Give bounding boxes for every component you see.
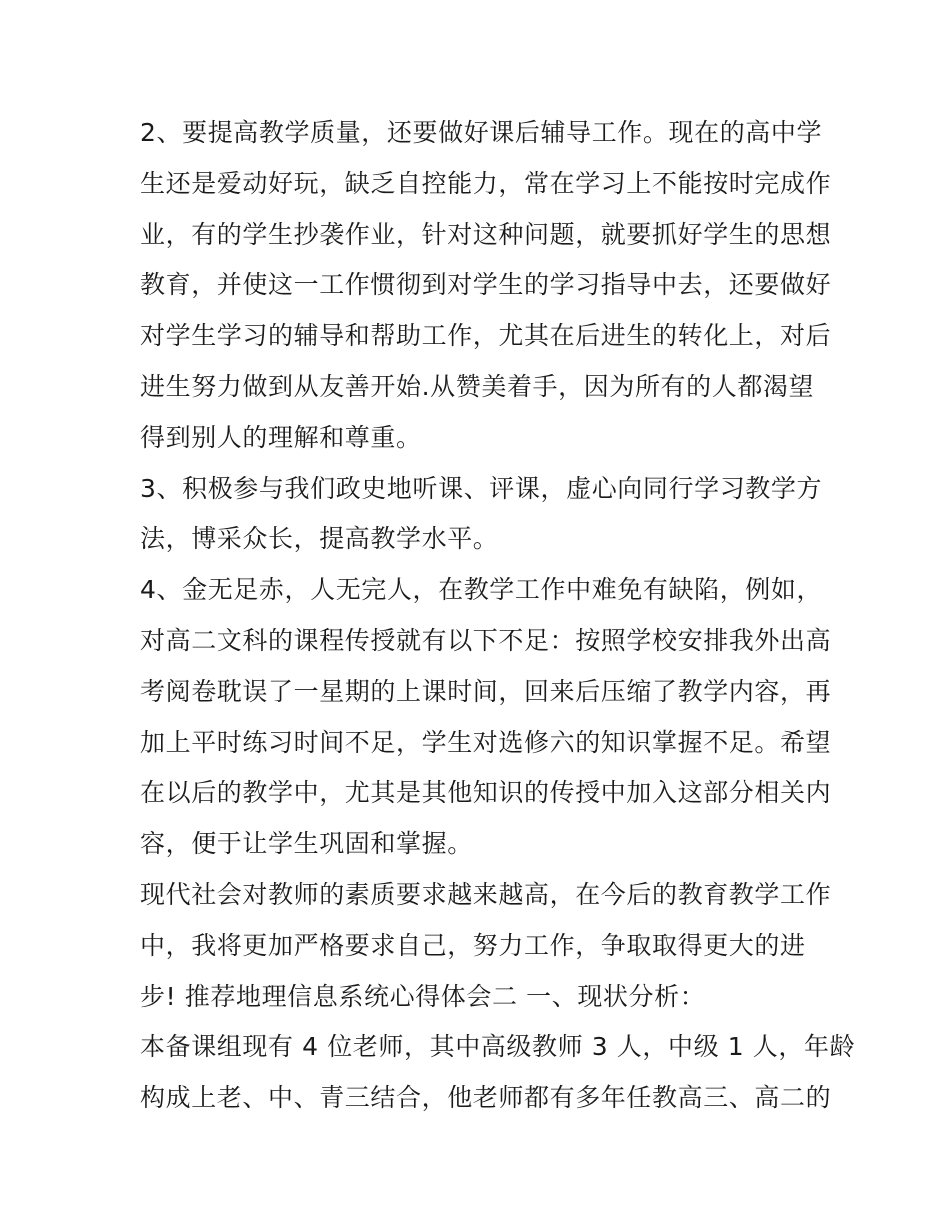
- text-line: 法，博采众长，提高教学水平。: [140, 524, 499, 554]
- text-line: 业，有的学生抄袭作业，针对这种问题，就要抓好学生的思想: [140, 219, 832, 249]
- text-line: 生还是爱动好玩，缺乏自控能力，常在学习上不能按时完成作: [140, 168, 832, 198]
- text-line: 教育，并使这一工作惯彻到对学生的学习指导中去，还要做好: [140, 270, 832, 300]
- text-line: 4、金无足赤，人无完人，在教学工作中难免有缺陷，例如，: [140, 575, 823, 605]
- text-line: 现代社会对教师的素质要求越来越高，在今后的教育教学工作: [140, 879, 832, 909]
- text-line: 步! 推荐地理信息系统心得体会二 一、现状分析：: [140, 981, 706, 1011]
- document-body: [140, 108, 856, 1124]
- text-line: 3、积极参与我们政史地听课、评课，虚心向同行学习教学方: [140, 473, 823, 503]
- text-line: 进生努力做到从友善开始.从赞美着手，因为所有的人都渴望: [140, 371, 815, 401]
- text-line: 构成上老、中、青三结合，他老师都有多年任教高三、高二的: [140, 1083, 832, 1113]
- text-line: 容，便于让学生巩固和掌握。: [140, 829, 473, 859]
- text-line: 得到别人的理解和尊重。: [140, 422, 422, 452]
- text-line: 2、要提高教学质量，还要做好课后辅导工作。现在的高中学: [140, 118, 823, 147]
- text-line: 对高二文科的课程传授就有以下不足：按照学校安排我外出高: [140, 625, 832, 655]
- text-line: 对学生学习的辅导和帮助工作，尤其在后进生的转化上，对后: [140, 321, 832, 351]
- text-line: 在以后的教学中，尤其是其他知识的传授中加入这部分相关内: [140, 778, 832, 808]
- text-line: 加上平时练习时间不足，学生对选修六的知识掌握不足。希望: [140, 727, 832, 757]
- text-line: 中，我将更加严格要求自己，努力工作，争取取得更大的进: [140, 930, 806, 960]
- text-line: 考阅卷耽误了一星期的上课时间，回来后压缩了教学内容，再: [140, 676, 832, 706]
- text-line: 本备课组现有 4 位老师，其中高级教师 3 人，中级 1 人，年龄: [140, 1032, 856, 1062]
